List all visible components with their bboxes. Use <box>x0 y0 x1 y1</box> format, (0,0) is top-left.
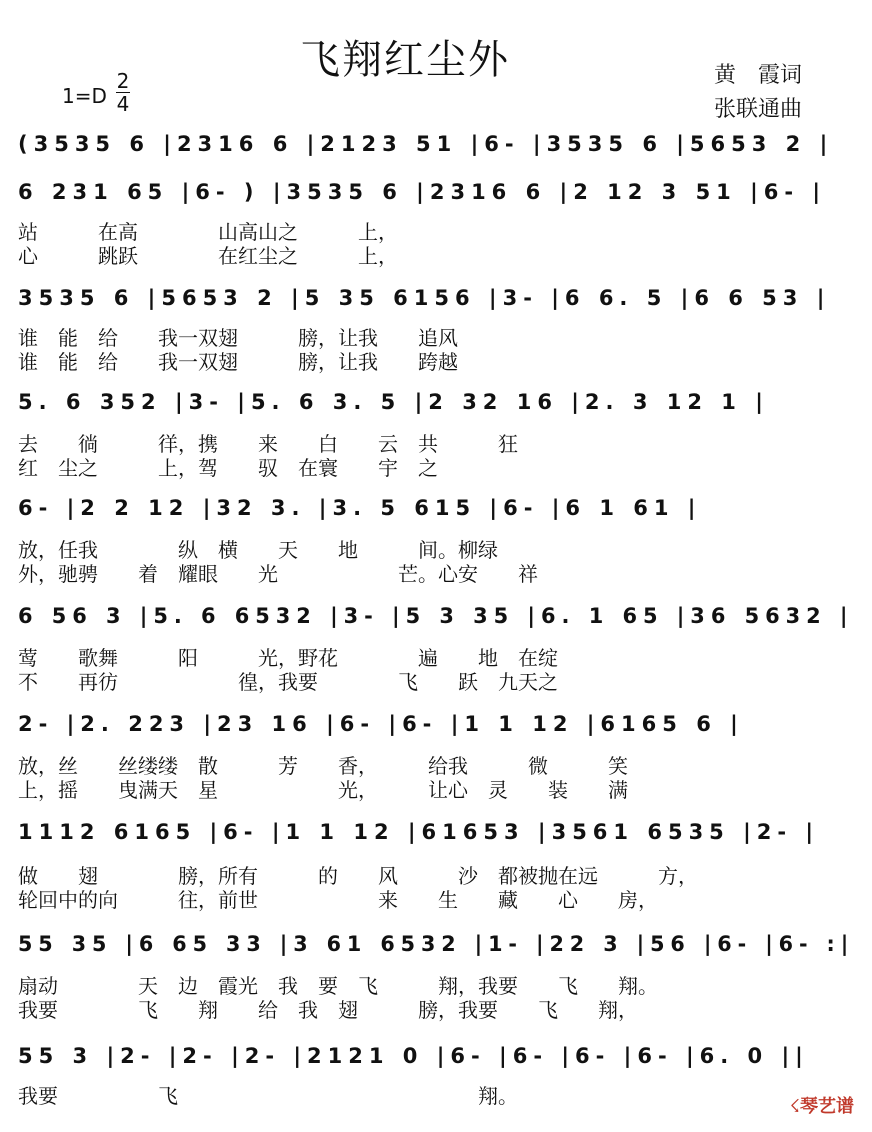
logo-icon: ☇ <box>789 1096 800 1117</box>
lyric-line: 不 再彷 徨，我要 飞 跃 九天之 <box>18 670 558 694</box>
lyric-line: 我要 飞 翔。 <box>18 1084 518 1108</box>
notation-line: 6- |2 2 12 |32 3. |3. 5 615 |6- |6 1 61 | <box>18 496 702 520</box>
lyric-line: 做 翅 膀，所有 的 风 沙 都被抛在远 方， <box>18 864 698 888</box>
staff-row <box>18 1040 858 1080</box>
site-logo <box>790 1092 854 1118</box>
song-title: 飞翔红尘外 <box>300 37 510 83</box>
notation-line: 2- |2. 223 |23 16 |6- |6- |1 1 12 |6165 6 | <box>18 712 744 736</box>
logo-text: 琴艺谱 <box>800 1096 854 1117</box>
staff-row <box>18 816 858 856</box>
notation-line: 6 56 3 |5. 6 6532 |3- |5 3 35 |6. 1 65 |36 5632 | <box>18 604 854 628</box>
lyric-line: 谁 能 给 我一双翅 膀，让我 跨越 <box>18 350 458 374</box>
staff-row <box>18 176 858 216</box>
notation-line: 6 231 65 |6- ) |3535 6 |2316 6 |2 12 3 51 |6- | <box>18 180 827 204</box>
lyric-line: 红 尘之 上，驾 驭 在寰 宇 之 <box>18 456 438 480</box>
notation-line: 1112 6165 |6- |1 1 12 |61653 |3561 6535 |2- | <box>18 820 820 844</box>
lyric-line: 放，任我 纵 横 天 地 间。柳绿 <box>18 538 498 562</box>
time-signature-top: 2 <box>116 69 130 93</box>
notation-line: 55 3 |2- |2- |2- |2121 0 |6- |6- |6- |6- |6. 0 || <box>18 1044 809 1068</box>
composer-credit: 张联通曲 <box>714 97 803 122</box>
lyric-line: 莺 歌舞 阳 光，野花 遍 地 在绽 <box>18 646 558 670</box>
lyric-line: 放，丝 丝缕缕 散 芳 香， 给我 微 笑 <box>18 754 628 778</box>
staff-row <box>18 492 858 532</box>
key-signature: 1=D <box>62 84 107 108</box>
time-signature <box>116 70 130 115</box>
lyric-line: 上，摇 曳满天 星 光， 让心 灵 装 满 <box>18 778 628 802</box>
lyric-line: 外，驰骋 着 耀眼 光 芒。心安 祥 <box>18 562 538 586</box>
lyric-line: 站 在高 山高山之 上， <box>18 220 398 244</box>
notation-line: (3535 6 |2316 6 |2123 51 |6- |3535 6 |5653 2 | <box>18 132 834 156</box>
lyric-line: 我要 飞 翔 给 我 翅 膀，我要 飞 翔， <box>18 998 638 1022</box>
lyric-line: 去 徜 徉，携 来 白 云 共 狂 <box>18 432 518 456</box>
staff-row <box>18 128 858 168</box>
staff-row <box>18 386 858 426</box>
lyric-line: 扇动 天 边 霞光 我 要 飞 翔，我要 飞 翔。 <box>18 974 658 998</box>
staff-row <box>18 282 858 322</box>
staff-row <box>18 708 858 748</box>
notation-line: 55 35 |6 65 33 |3 61 6532 |1- |22 3 |56 |6- |6- :| <box>18 932 855 956</box>
staff-row <box>18 600 858 640</box>
notation-line: 5. 6 352 |3- |5. 6 3. 5 |2 32 16 |2. 3 12 1 | <box>18 390 769 414</box>
notation-line: 3535 6 |5653 2 |5 35 6156 |3- |6 6. 5 |6 6 53 | <box>18 286 831 310</box>
lyric-line: 心 跳跃 在红尘之 上， <box>18 244 398 268</box>
lyric-line: 谁 能 给 我一双翅 膀，让我 追风 <box>18 326 458 350</box>
staff-row <box>18 928 858 968</box>
lyric-line: 轮回中的向 往，前世 来 生 藏 心 房， <box>18 888 658 912</box>
lyricist-credit: 黄 霞词 <box>714 63 803 88</box>
time-signature-bottom: 4 <box>116 92 130 116</box>
